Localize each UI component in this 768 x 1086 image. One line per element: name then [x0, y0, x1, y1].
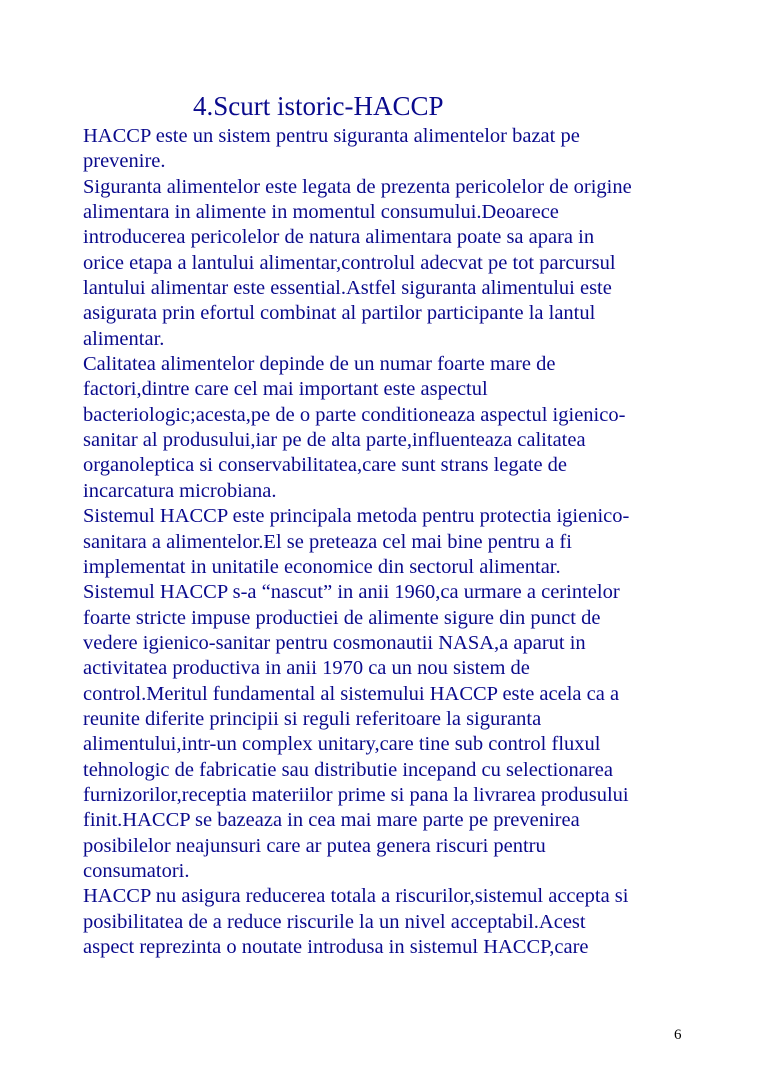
- text-line: lantului alimentar este essential.Astfel siguranta alimentului este: [83, 277, 612, 300]
- text-line: Calitatea alimentelor depinde de un numar foarte mare de: [83, 353, 556, 376]
- text-line: implementat in unitatile economice din sectorul alimentar.: [83, 555, 561, 578]
- text-line: activitatea productiva in anii 1970 ca un nou sistem de: [83, 657, 530, 680]
- text-line: consumatori.: [83, 859, 190, 882]
- text-line: posibilelor neajunsuri care ar putea genera riscuri pentru: [83, 834, 546, 857]
- text-line: Siguranta alimentelor este legata de prezenta pericolelor de origine: [83, 175, 632, 198]
- text-line: sanitar al produsului,iar pe de alta parte,influenteaza calitatea: [83, 429, 586, 452]
- text-line: alimentar.: [83, 327, 165, 350]
- text-line: alimentara in alimente in momentul consumului.Deoarece: [83, 201, 559, 224]
- text-line: finit.HACCP se bazeaza in cea mai mare parte pe prevenirea: [83, 809, 580, 832]
- section-title: 4.Scurt istoric-HACCP: [193, 91, 444, 121]
- text-line: alimentului,intr-un complex unitary,care tine sub control fluxul: [83, 733, 601, 756]
- text-line: asigurata prin efortul combinat al partilor participante la lantul: [83, 302, 596, 325]
- text-line: incarcatura microbiana.: [83, 479, 277, 502]
- page-number: 6: [674, 1027, 682, 1043]
- text-line: HACCP este un sistem pentru siguranta alimentelor bazat pe: [83, 125, 580, 147]
- text-line: prevenire.: [83, 150, 166, 173]
- body-text: [83, 124, 723, 960]
- text-line: HACCP nu asigura reducerea totala a riscurilor,sistemul accepta si: [83, 885, 629, 908]
- text-line: foarte stricte impuse productiei de alimente sigure din punct de: [83, 606, 601, 629]
- text-line: Sistemul HACCP s-a “nascut” in anii 1960,ca urmare a cerintelor: [83, 581, 620, 604]
- text-line: Sistemul HACCP este principala metoda pentru protectia igienico-: [83, 505, 630, 528]
- text-line: furnizorilor,receptia materiilor prime si pana la livrarea produsului: [83, 783, 629, 806]
- text-line: orice etapa a lantului alimentar,controlul adecvat pe tot parcursul: [83, 251, 616, 274]
- text-line: posibilitatea de a reduce riscurile la un nivel acceptabil.Acest: [83, 910, 586, 933]
- text-line: factori,dintre care cel mai important este aspectul: [83, 378, 488, 401]
- text-line: organoleptica si conservabilitatea,care sunt strans legate de: [83, 454, 568, 477]
- text-line: bacteriologic;acesta,pe de o parte conditioneaza aspectul igienico-: [83, 403, 626, 426]
- text-line: control.Meritul fundamental al sistemului HACCP este acela ca a: [83, 682, 620, 705]
- text-line: introducerea pericolelor de natura alimentara poate sa apara in: [83, 226, 595, 249]
- text-line: sanitara a alimentelor.El se preteaza cel mai bine pentru a fi: [83, 530, 572, 553]
- text-line: reunite diferite principii si reguli referitoare la siguranta: [83, 707, 542, 730]
- text-line: aspect reprezinta o noutate introdusa in sistemul HACCP,care: [83, 936, 589, 958]
- text-line: tehnologic de fabricatie sau distributie incepand cu selectionarea: [83, 758, 613, 781]
- text-line: vedere igienico-sanitar pentru cosmonautii NASA,a aparut in: [83, 631, 586, 654]
